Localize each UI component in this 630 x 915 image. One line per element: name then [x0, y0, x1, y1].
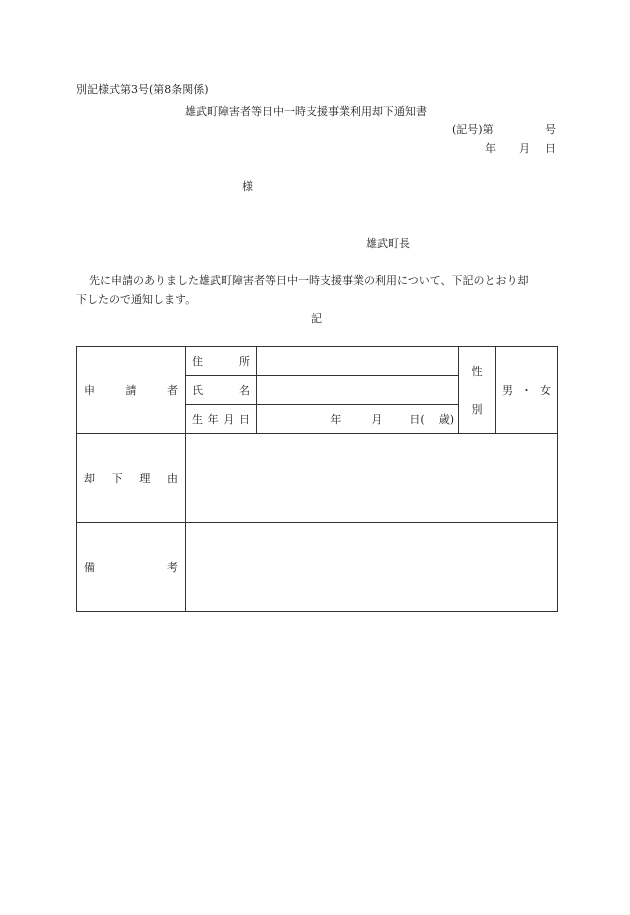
rejection-label-char: 却: [84, 472, 95, 485]
birthdate-label-char: 月: [223, 413, 235, 426]
gender-male[interactable]: 男: [502, 384, 513, 397]
document-title: 雄武町障害者等日中一時支援事業利用却下通知書: [185, 105, 427, 118]
address-field[interactable]: [257, 347, 459, 376]
name-label-cell: [186, 376, 257, 405]
birthdate-label-cell: [186, 405, 257, 434]
name-label-char: 名: [239, 384, 250, 397]
gender-label-cell: [459, 347, 496, 434]
date-day: 日: [545, 142, 556, 155]
gender-value-cell[interactable]: [496, 347, 558, 434]
application-table: [76, 346, 558, 612]
birthdate-label-char: 日: [238, 413, 250, 426]
address-label-cell: [186, 347, 257, 376]
date-month: 月: [519, 142, 530, 155]
gender-label-char: 別: [471, 403, 483, 416]
birthdate-age: 歳): [438, 413, 454, 426]
name-label-char: 氏: [192, 384, 203, 397]
body-line-1: 先に申請のありました雄武町障害者等日中一時支援事業の利用について、下記のとおり却: [89, 274, 529, 287]
form-reference: 別記様式第3号(第8条関係): [76, 83, 209, 96]
rejection-label-cell: [77, 434, 186, 523]
body-line-2: 下したので通知します。: [76, 293, 197, 306]
rejection-label-char: 由: [166, 472, 178, 485]
gender-label-char: 性: [471, 365, 483, 378]
birthdate-field[interactable]: [257, 405, 459, 434]
birthdate-label-char: 年: [207, 413, 219, 426]
applicant-label-char: 者: [167, 384, 178, 397]
number-prefix: (記号)第: [452, 123, 494, 136]
applicant-label-char: 申: [84, 384, 95, 397]
gender-female[interactable]: 女: [540, 384, 551, 397]
remarks-label-cell: [77, 523, 186, 612]
birthdate-month: 月: [371, 413, 383, 426]
birthdate-year: 年: [330, 413, 342, 426]
birthdate-day: 日(: [409, 413, 425, 426]
gender-separator: ・: [521, 384, 532, 397]
ki-marker: 記: [311, 312, 322, 325]
remarks-field[interactable]: [186, 523, 558, 612]
name-field[interactable]: [257, 376, 459, 405]
address-label-char: 住: [192, 355, 203, 368]
number-suffix: 号: [545, 123, 556, 136]
rejection-label-char: 下: [111, 472, 123, 485]
issuer-name: 雄武町長: [366, 237, 410, 250]
applicant-label-cell: [77, 347, 186, 434]
date-year: 年: [485, 142, 496, 155]
addressee-honorific: 様: [242, 180, 253, 193]
rejection-label-char: 理: [139, 472, 151, 485]
rejection-reason-field[interactable]: [186, 434, 558, 523]
applicant-label-char: 請: [125, 384, 137, 397]
remarks-label-char: 備: [84, 561, 95, 574]
address-label-char: 所: [239, 355, 250, 368]
birthdate-label-char: 生: [192, 413, 203, 426]
remarks-label-char: 考: [167, 561, 178, 574]
